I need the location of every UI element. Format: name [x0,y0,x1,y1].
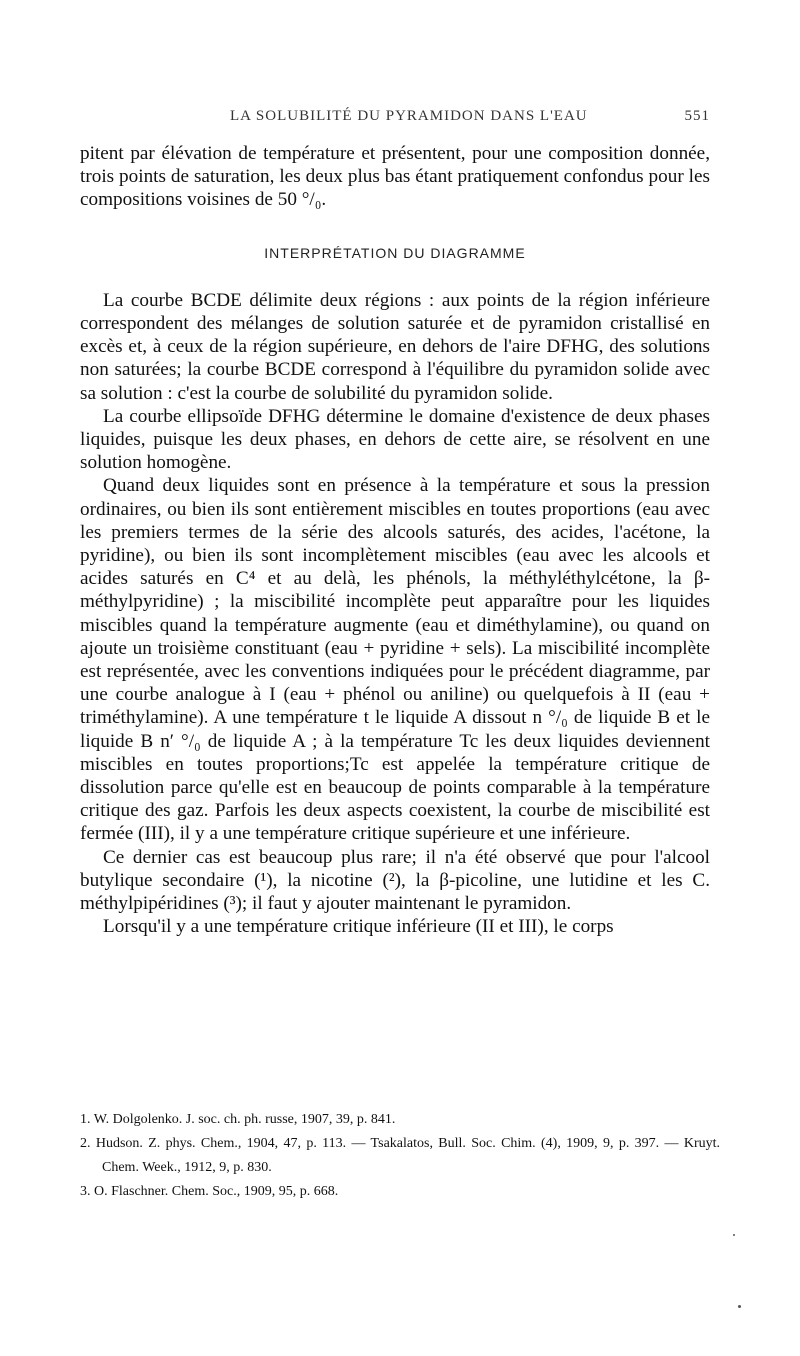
paragraph-dfhg-curve: La courbe ellipsoïde DFHG détermine le domaine d'existence de deux phases liquides, puisque les deux phases, en dehors de cette aire, se résolvent en une solution homogène. [80,405,710,474]
intro-paragraph: pitent par élévation de température et présentent, pour une composition donnée, trois points de saturation, les deux plus bas étant pratiquement confondus pour les compositions voisines de 50 °/₀. [80,143,710,211]
body-text [80,142,710,939]
section-heading: INTERPRÉTATION DU DIAGRAMME [264,244,526,261]
page-number: 551 [684,108,710,124]
footnote-3: 3. O. Flaschner. Chem. Soc., 1909, 95, p. 668. [80,1184,339,1199]
paragraph-critical-temperature: Lorsqu'il y a une température critique inférieure (II et III), le corps [103,916,614,938]
paper-speck [738,1305,741,1308]
running-title: LA SOLUBILITÉ DU PYRAMIDON DANS L'EAU [230,108,588,124]
paragraph-bcde-curve: La courbe BCDE délimite deux régions : aux points de la région inférieure correspondent des mélanges de solution saturée et de pyramidon cristallisé en excès et, à ceux de la région supérieure, en dehors de l'aire DFHG, des solutions non saturées; la courbe BCDE correspond à l'équilibre du pyramidon solide avec sa solution : c'est la courbe de solubilité du pyramidon solide. [80,289,710,404]
paragraph-rare-case: Ce dernier cas est beaucoup plus rare; il n'a été observé que pour l'alcool butylique secondaire (¹), la nicotine (²), la β-picoline, une lutidine et les C. méthylpipéridines (³); il faut y ajouter maintenant le pyramidon. [80,846,710,915]
footnotes [80,1108,720,1204]
paper-speck [733,1234,735,1236]
footnote-2: 2. Hudson. Z. phys. Chem., 1904, 47, p. 113. — Tsakalatos, Bull. Soc. Chim. (4), 1909, 9, p. 397. — Kruyt. Chem. Week., 1912, 9, p. 830. [80,1136,720,1175]
footnote-1: 1. W. Dolgolenko. J. soc. ch. ph. russe, 1907, 39, p. 841. [80,1112,396,1127]
paragraph-miscibility: Quand deux liquides sont en présence à la température et sous la pression ordinaires, ou bien ils sont entièrement miscibles en toutes proportions (eau avec les premiers termes de la série des alcools saturés, des acides, l'acétone, la pyridine), ou bien ils sont incomplètement miscibles (eau avec les alcools et acides saturés en C⁴ et au delà, les phénols, la méthyléthylcétone, la β-méthylpyridine) ; la miscibilité incomplète peut apparaître pour les liquides miscibles quand la température augmente (eau et diméthylamine), ou quand on ajoute un troisième constituant (eau + pyridine + sels). La miscibilité incomplète est représentée, avec les conventions indiquées pour le précédent diagramme, par une courbe analogue à I (eau + phénol ou aniline) ou quelquefois à II (eau + triméthylamine). A une température t le liquide A dissout n °/₀ de liquide B et le liquide B n′ °/₀ de liquide A ; à la température Tc les deux liquides deviennent miscibles en toutes proportions;Tc est appelée la température critique de dissolution parce qu'elle est en beaucoup de points comparable à la température critique des gaz. Parfois les deux aspects coexistent, la courbe de miscibilité est fermée (III), il y a une température critique supérieure et une inférieure. [80,475,710,845]
